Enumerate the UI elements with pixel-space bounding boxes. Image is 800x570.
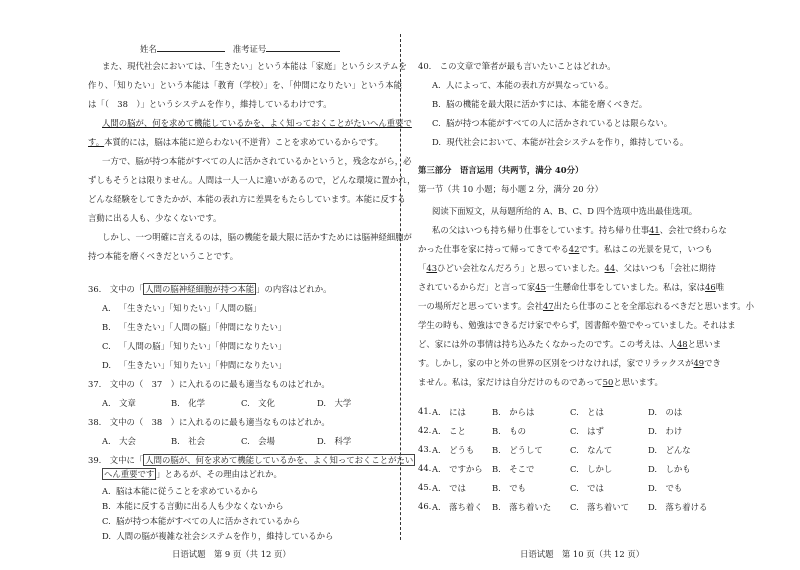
blank-44: 44 (604, 263, 616, 273)
q39-boxed-phrase-end: へん重要です (104, 469, 155, 479)
q37-option-d[interactable]: D. 大学 (317, 398, 352, 408)
answer-option-b[interactable]: B. でも (492, 483, 526, 493)
passage-text: ません。私は，家だけは自分だけのものであって (418, 377, 603, 387)
blank-50: 50 (602, 377, 614, 387)
passage-text: です。私はこの光景を見て，いつも (579, 244, 713, 254)
passage-text: でき (704, 358, 721, 368)
passage-line (88, 136, 383, 148)
passage-line (418, 300, 754, 312)
blank-45: 45 (535, 282, 546, 292)
option-text: 「生きたい」「知りたい」「仲間になりたい」 (119, 360, 287, 370)
blank-49: 49 (693, 358, 705, 368)
option-text: 人によって、本能の表れ方が異なっている。 (446, 80, 614, 90)
question-36 (88, 283, 331, 295)
passage-text: す。しかし，家の中と外の世界の区別をつけなければ，家でリラックスが (418, 358, 694, 368)
option-text: 現代社会において、本能が社会システムを作り，維持している。 (446, 137, 689, 147)
passage-line: 学生の時も、勉強はできるだけ家でやらず，図書館や塾でやっていました。それはま (418, 320, 736, 330)
passage-line (432, 224, 727, 236)
option-label: C. (102, 516, 111, 526)
answer-row-num: 45. (418, 482, 432, 492)
q40-option-d[interactable] (432, 136, 688, 148)
id-label: 准考证号 (232, 44, 267, 54)
passage-line (418, 338, 721, 350)
page-footer-10: 日语试题 第 10 页（共 12 页） (520, 549, 645, 559)
answer-option-b[interactable]: B. 落ち着いた (492, 502, 552, 512)
q36-option-d[interactable] (102, 359, 287, 371)
section-title: 第三部分 语言运用（共两节，满分 40分） (418, 165, 584, 175)
answer-option-a[interactable]: A. には (432, 407, 466, 417)
answer-option-b[interactable]: B. そこで (492, 464, 535, 474)
q39-option-b[interactable] (102, 500, 284, 512)
q39-prefix: 39. 文中に「 (88, 455, 144, 465)
option-text: 人間の脳が複雑な社会システムを作り，維持しているから (116, 531, 334, 541)
passage-text: 「 (418, 263, 427, 273)
answer-row-num: 44. (418, 463, 432, 473)
answer-option-c[interactable]: C. なんて (570, 445, 613, 455)
option-label: D. (102, 360, 112, 370)
blank-48: 48 (676, 339, 688, 349)
q39-boxed-phrase: 人間の脳が、何を求めて機能しているかを、よく知っておくことがたい (145, 455, 414, 465)
answer-option-a[interactable]: A. どうも (432, 445, 475, 455)
passage-text: 本質的には，脳は本能に逆らわない(不逆背）ことを求めているからです。 (104, 137, 383, 147)
q38-option-a[interactable]: A. 大会 (102, 436, 136, 446)
passage-text: 、会社で終わらな (659, 225, 727, 235)
answer-row-num: 46. (418, 501, 432, 511)
passage-line (418, 357, 721, 369)
answer-row-num: 43. (418, 444, 432, 454)
name-blank (157, 42, 225, 52)
blank-47: 47 (542, 301, 554, 311)
answer-option-d[interactable]: D. 落ち着ける (648, 502, 708, 512)
option-text: 「生きたい」「人間の脳」「仲間になりたい」 (118, 322, 287, 332)
q38-option-d[interactable]: D. 科学 (317, 436, 352, 446)
q36-option-c[interactable] (102, 340, 286, 352)
option-text: 脳の機能を最大限に活かすには、本能を磨くべきだ。 (446, 99, 648, 109)
q40-option-a[interactable] (432, 79, 613, 91)
question-40: 40. この文章で筆者が最も言いたいことはどれか。 (418, 61, 616, 71)
blank-46: 46 (705, 282, 716, 292)
passage-text: 、父はいつも「会社に期待 (615, 263, 716, 273)
passage-text: 一生懸命仕事をしていました。私は，家は (545, 282, 706, 292)
q36-prefix: 36. 文中の「 (88, 284, 144, 294)
q36-suffix: 」の内容はどれか。 (256, 284, 332, 294)
option-label: D. (432, 137, 442, 147)
option-label: C. (432, 118, 441, 128)
blank-41: 41 (649, 225, 660, 235)
passage-text: かった仕事を家に持って帰ってきてやる (418, 244, 569, 254)
answer-option-a[interactable]: A. ですから (432, 464, 483, 474)
passage-line (418, 376, 663, 388)
blank-43: 43 (426, 263, 438, 273)
answer-option-c[interactable]: C. はず (570, 426, 604, 436)
passage-text: と思いま (687, 339, 722, 349)
passage-text: 出たら仕事のことを全部忘れるべきだと思います。小 (553, 301, 754, 311)
passage-text: と思います。 (613, 377, 663, 387)
q40-option-b[interactable] (432, 98, 647, 110)
passage-text: されているからだ」と言って家 (418, 282, 536, 292)
q39-option-a[interactable] (102, 485, 258, 497)
q39-option-c[interactable] (102, 515, 300, 527)
passage-line: また、現代社会においては、「生きたい」という本能は「家庭」というシステムを (102, 61, 407, 71)
blank-42: 42 (568, 244, 580, 254)
answer-option-d[interactable]: D. どんな (648, 445, 691, 455)
answer-row-num: 42. (418, 425, 432, 435)
answer-option-d[interactable]: D. でも (648, 483, 683, 493)
passage-line: は「（ 38 ）」というシステムを作り，維持しているわけです。 (88, 99, 332, 109)
question-38: 38. 文中の（ 38 ）に入れるのに最も適当なものはどれか。 (88, 417, 330, 427)
passage-text: 唯 (715, 282, 725, 292)
passage-line: 言動に出る人も、少なくないです。 (88, 213, 222, 223)
passage-line: しかし、一つ明確に言えるのは，脳の機能を最大限に活かすためには脳神経細胞が (102, 232, 412, 242)
id-blank (266, 42, 340, 52)
option-text: 本能に反する言動に出る人も少なくないから (116, 501, 284, 511)
answer-option-c[interactable]: C. しかし (570, 464, 613, 474)
answer-option-d[interactable]: D. わけ (648, 426, 683, 436)
option-text: 「人間の脳」「知りたい」「仲間になりたい」 (118, 341, 287, 351)
page-footer-9: 日语试题 第 9 页（共 12 页） (172, 549, 291, 559)
answer-option-b[interactable]: B. からは (492, 407, 535, 417)
answer-option-d[interactable]: D. のは (648, 407, 683, 417)
option-label: D. (102, 531, 112, 541)
instruction: 阅读下面短文，从每题所给的 A、B、C、D 四个选项中选出最佳选项。 (432, 206, 698, 216)
answer-option-a[interactable]: A. では (432, 483, 466, 493)
underlined-sentence: 人間の脳が、何を求めて機能しているかを、よく知っておくことがたいへん重要で (102, 118, 412, 128)
question-39-cont (102, 468, 282, 480)
option-text: 「生きたい」「知りたい」「人間の脳」 (118, 303, 262, 313)
passage-text: ひどい会社なんだろう」と思っていました。 (437, 263, 605, 273)
passage-line (418, 281, 724, 293)
option-label: A. (432, 80, 441, 90)
option-label: C. (102, 341, 111, 351)
passage-line: ずしもそうとは限りません。人間は一人一人に違いがあるので，どんな環境に置かれ， (88, 175, 416, 185)
answer-option-a[interactable]: A. 落ち着く (432, 502, 483, 512)
passage-text: 一の場所だと思っています。会社 (418, 301, 543, 311)
q36-option-a[interactable] (102, 302, 261, 314)
answer-option-b[interactable]: B. どうして (492, 445, 543, 455)
answer-row-num: 41. (418, 406, 432, 416)
q40-option-c[interactable] (432, 117, 672, 129)
question-39 (88, 454, 415, 466)
q38-option-c[interactable]: C. 会場 (241, 436, 275, 446)
q38-option-b[interactable]: B. 社会 (171, 436, 205, 446)
passage-line: どんな経験をしてきたかが、本能の表れ方に差異をもたらしています。本能に反する (88, 194, 406, 204)
option-label: B. (102, 501, 111, 511)
question-37: 37. 文中の（ 37 ）に入れるのに最も適当なものはどれか。 (88, 379, 330, 389)
option-label: B. (102, 322, 111, 332)
name-field (140, 42, 340, 55)
answer-option-d[interactable]: D. しかも (648, 464, 691, 474)
underlined-sentence-end: す。 (88, 137, 105, 147)
option-label: A. (102, 486, 111, 496)
passage-line: 持つ本能を磨くべきだということです。 (88, 251, 239, 261)
q37-option-a[interactable]: A. 文章 (102, 398, 136, 408)
right-page (400, 0, 800, 570)
subsection-title: 第一节（共 10 小题；每小题 2 分，满分 20 分） (418, 184, 603, 194)
option-label: A. (102, 303, 111, 313)
option-text: 脳が持つ本能がすべての人に活かされているとは限らない。 (446, 118, 673, 128)
passage-line: 作り、「知りたい」という本能は「教育（学校）」を、「仲間になりたい」という本能 (88, 80, 403, 90)
q37-option-b[interactable]: B. 化学 (171, 398, 205, 408)
option-label: B. (432, 99, 441, 109)
passage-text: ど、家には外の事情は持ち込みたくなかったのです。この考えは、人 (418, 339, 677, 349)
q36-option-b[interactable] (102, 321, 286, 333)
name-label: 姓名 (140, 44, 157, 54)
passage-text: 私の父はいつも持ち帰り仕事をしています。持ち帰り仕事 (432, 225, 650, 235)
answer-option-c[interactable]: C. では (570, 483, 604, 493)
answer-option-a[interactable]: A. こと (432, 426, 466, 436)
q39-suffix: 」とあるが、その理由はどれか。 (156, 469, 282, 479)
option-text: 脳は本能に従うことを求めているから (116, 486, 259, 496)
answer-option-c[interactable]: C. とは (570, 407, 604, 417)
passage-line: 一方で、脳が持つ本能がすべての人に活かされているかというと，残念ながら，必 (102, 156, 412, 166)
answer-option-c[interactable]: C. 落ち着いて (570, 502, 630, 512)
answer-option-b[interactable]: B. もの (492, 426, 526, 436)
passage-line (418, 262, 716, 274)
passage-line (418, 243, 713, 255)
q36-boxed-phrase: 人間の脳神経細胞が持つ本能 (145, 284, 255, 294)
q37-option-c[interactable]: C. 文化 (241, 398, 275, 408)
option-text: 脳が持つ本能がすべての人に活かされているから (116, 516, 301, 526)
q39-option-d[interactable] (102, 530, 333, 542)
